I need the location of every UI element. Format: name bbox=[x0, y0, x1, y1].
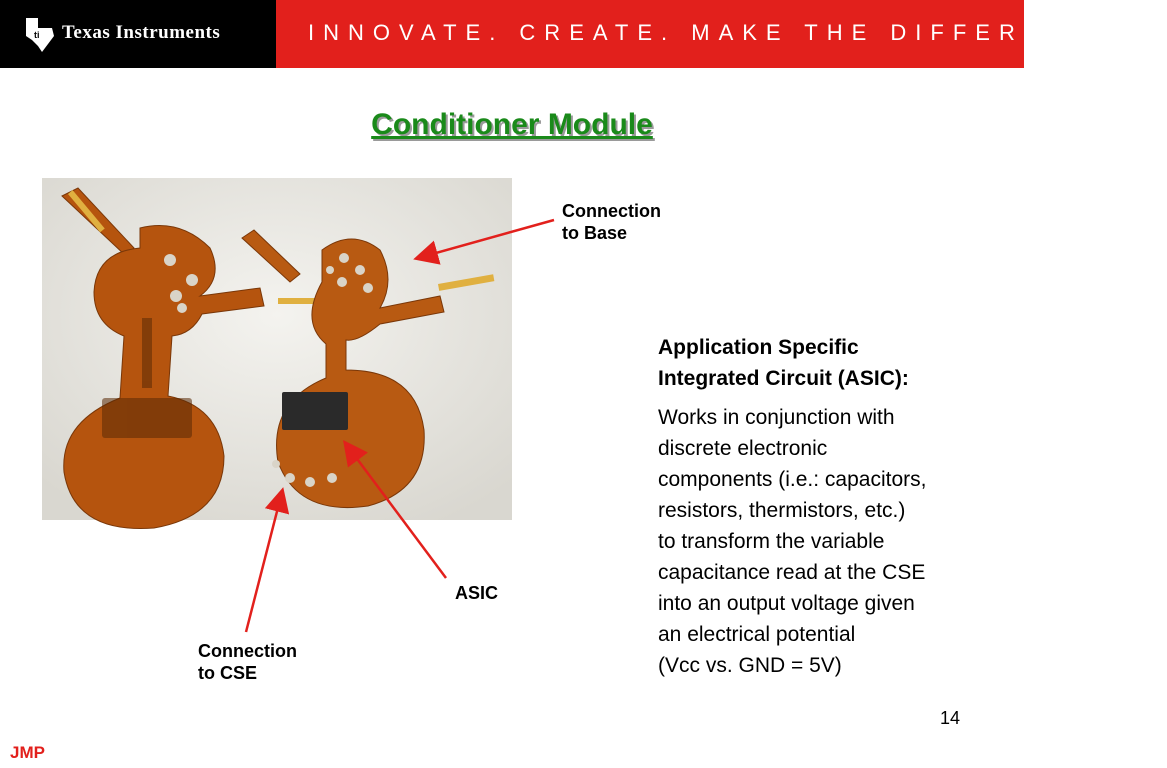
company-name: Texas Instruments bbox=[62, 22, 221, 43]
page-number: 14 bbox=[940, 708, 961, 728]
header-bar bbox=[0, 0, 1167, 68]
texas-state-icon bbox=[22, 14, 58, 54]
paragraph-line: resistors, thermistors, etc.) bbox=[658, 499, 906, 522]
slide-title: Conditioner Module bbox=[371, 108, 653, 141]
label-connection-base bbox=[562, 200, 661, 244]
asic-heading-line: Application Specific bbox=[658, 336, 859, 359]
asic-paragraph bbox=[658, 402, 998, 681]
footer-initials: JMP bbox=[10, 743, 45, 762]
svg-text:ti: ti bbox=[34, 30, 40, 40]
asic-heading-line: Integrated Circuit (ASIC): bbox=[658, 367, 909, 390]
label-connection-base-line1: Connection bbox=[562, 201, 661, 221]
pcb-photo bbox=[42, 178, 512, 520]
paragraph-line: into an output voltage given bbox=[658, 592, 915, 615]
tagline: INNOVATE. CREATE. MAKE THE DIFFERENCE.™ bbox=[308, 20, 1167, 45]
paragraph-line: an electrical potential bbox=[658, 623, 856, 646]
paragraph-line: (Vcc vs. GND = 5V) bbox=[658, 654, 842, 677]
asic-heading bbox=[658, 332, 998, 394]
ti-logo bbox=[0, 0, 276, 68]
paragraph-line: to transform the variable bbox=[658, 530, 885, 553]
asic-description bbox=[658, 332, 998, 681]
label-asic: ASIC bbox=[455, 583, 499, 603]
paragraph-line: capacitance read at the CSE bbox=[658, 561, 926, 584]
label-connection-base-line2: to Base bbox=[562, 223, 628, 243]
paragraph-line: discrete electronic bbox=[658, 437, 828, 460]
label-connection-cse-line2: to CSE bbox=[198, 663, 258, 683]
paragraph-line: Works in conjunction with bbox=[658, 406, 895, 429]
label-connection-cse-line1: Connection bbox=[198, 641, 297, 661]
flex-circuit-image bbox=[42, 178, 512, 520]
paragraph-line: components (i.e.: capacitors, bbox=[658, 468, 927, 491]
label-connection-cse bbox=[198, 640, 297, 684]
